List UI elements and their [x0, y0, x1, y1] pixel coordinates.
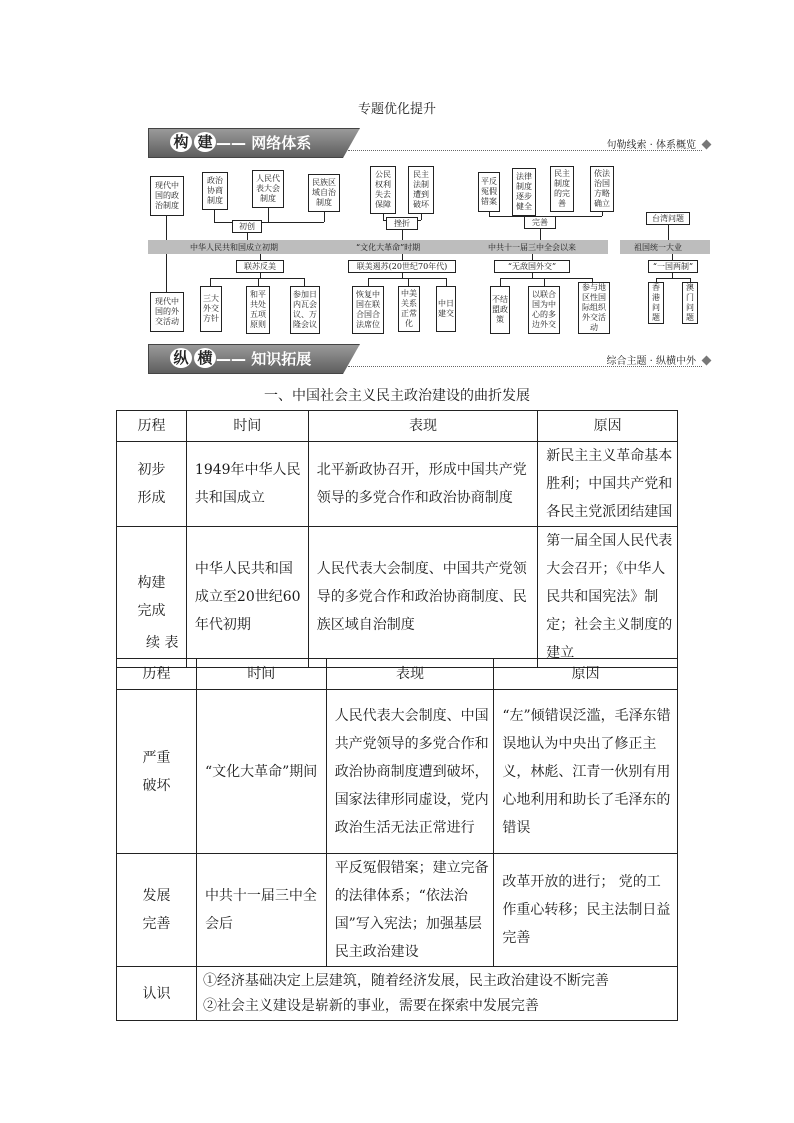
table-header-row — [117, 411, 678, 442]
continued-label: 续 表 — [146, 635, 179, 651]
insight-line: ①经济基础决定上层建筑，随着经济发展，民主政治建设不断完善 — [202, 972, 609, 989]
banner-hint: 句勒线索 · 体系概览 — [606, 140, 696, 151]
table-header: 时间 — [196, 659, 326, 690]
development-table — [116, 410, 678, 668]
table-cell: 发展完善 — [117, 854, 197, 967]
diagram-box: 现代中国的外交活动 — [150, 292, 184, 332]
diamond-icon — [702, 356, 712, 366]
banner-hint: 综合主题 · 纵横中外 — [606, 356, 696, 367]
timeline-label: 中共十一届三中全会以来 — [488, 243, 576, 252]
table-header-row — [117, 659, 678, 690]
section-banner-expand — [148, 344, 710, 374]
table-cell: 严重破坏 — [117, 690, 197, 854]
insight-line: ②社会主义建设是崭新的事业，需要在探索中发展完善 — [202, 997, 539, 1014]
banner-chip: 建 — [194, 132, 216, 152]
table-header: 历程 — [117, 659, 197, 690]
table-cell: “文化大革命”期间 — [196, 690, 326, 854]
development-table-continued — [116, 658, 678, 1021]
diagram-label: “无敌国外交” — [494, 260, 570, 273]
section-heading: 一、中国社会主义民主政治建设的曲折发展 — [264, 388, 530, 404]
diagram-label: 联苏反美 — [236, 260, 284, 273]
diagram-box: 中美关系正常化 — [398, 286, 420, 332]
diagram-box: 现代中国的政治制度 — [150, 176, 184, 216]
diagram-box: 三大外交方针 — [200, 286, 222, 332]
diagram-box: 澳门问题 — [682, 282, 698, 324]
table-cell: 人民代表大会制度、中国共产党领导的多党合作和政治协商制度、民族区域自治制度 — [308, 527, 538, 668]
banner-chip: 横 — [194, 348, 216, 368]
table-cell: 北平新政协召开，形成中国共产党领导的多党合作和政治协商制度 — [308, 442, 538, 527]
table-header: 原因 — [538, 411, 678, 442]
banner-chip: 纵 — [170, 348, 192, 368]
diagram-box: 政治协商制度 — [202, 172, 228, 210]
table-row — [117, 690, 678, 854]
diagram-box: 公民权利失去保障 — [370, 166, 396, 214]
table-cell: 改革开放的进行； 党的工作重心转移；民主法制日益完善 — [494, 854, 678, 967]
diagram-box: 人民代表大会制度 — [252, 170, 284, 208]
diagram-box: 民主制度的完善 — [550, 166, 574, 212]
table-cell: 认识 — [117, 967, 197, 1021]
diagram-box: 恢复中国在联合国合法席位 — [352, 286, 384, 334]
banner-title: —— 网络体系 — [216, 134, 312, 152]
timeline-label: 祖国统一大业 — [634, 243, 682, 252]
table-cell: 平反冤假错案；建立完备的法律体系；“依法治国”写入宪法；加强基层民主政治建设 — [326, 854, 494, 967]
diagram-box: 中日建交 — [436, 286, 456, 332]
diagram-box: 香港问题 — [648, 282, 664, 324]
diagram-label: 挫折 — [386, 217, 418, 230]
table-row — [117, 527, 678, 668]
timeline-label: 中华人民共和国成立初期 — [190, 243, 278, 252]
banner-title: —— 知识拓展 — [216, 350, 312, 368]
diagram-box: 民族区域自治制度 — [308, 174, 340, 212]
table-cell: 新民主主义革命基本胜利；中国共产党和各民主党派团结建国 — [538, 442, 678, 527]
table-cell: 第一届全国人民代表大会召开；《中华人民共和国宪法》制定；社会主义制度的建立 — [538, 527, 678, 668]
timeline-label: “文化大革命”时期 — [356, 243, 421, 252]
diagram-label: “一国两制” — [648, 260, 698, 273]
diagram-label: 完善 — [524, 216, 556, 229]
diagram-label: 初创 — [232, 220, 262, 233]
table-cell: 构建完成 — [117, 527, 187, 668]
diagram-box: 以联合国为中心的多边外交 — [528, 286, 560, 334]
page-title: 专题优化提升 — [357, 102, 436, 117]
section-banner-build — [148, 128, 710, 158]
diagram-box: 和平共处五项原则 — [246, 286, 270, 334]
table-header: 表现 — [326, 659, 494, 690]
table-row — [117, 854, 678, 967]
table-header: 历程 — [117, 411, 187, 442]
table-cell: 中共十一届三中全会后 — [196, 854, 326, 967]
insight-cell — [196, 967, 677, 1021]
table-cell: 中华人民共和国成立至20世纪60年代初期 — [186, 527, 308, 668]
diamond-icon — [702, 140, 712, 150]
diagram-box: 平反冤假错案 — [478, 172, 500, 212]
diagram-box: 法律制度逐步健全 — [512, 168, 536, 216]
diagram-box: 参与地区性国际组织外交活动 — [578, 282, 610, 334]
banner-chip: 构 — [170, 132, 192, 152]
diagram-box: 依法治国方略确立 — [590, 166, 614, 212]
table-header: 时间 — [186, 411, 308, 442]
table-row — [117, 967, 678, 1021]
diagram-box: 不结盟政策 — [490, 286, 510, 334]
table-cell: 初步形成 — [117, 442, 187, 527]
diagram-label: 联美遏苏(20世纪70年代) — [348, 260, 456, 273]
table-header: 原因 — [494, 659, 678, 690]
table-row — [117, 442, 678, 527]
table-cell: 1949年中华人民共和国成立 — [186, 442, 308, 527]
knowledge-network-diagram — [148, 162, 710, 342]
table-cell: “左”倾错误泛滥，毛泽东错误地认为中央出了修正主义，林彪、江青一伙别有用心地利用和助长了毛泽东的错误 — [494, 690, 678, 854]
diagram-label: 台湾问题 — [646, 212, 690, 225]
diagram-box: 参加日内瓦会议、万隆会议 — [290, 286, 320, 334]
diagram-box: 民主法制遭到破坏 — [408, 166, 434, 214]
table-header: 表现 — [308, 411, 538, 442]
table-cell: 人民代表大会制度、中国共产党领导的多党合作和政治协商制度遭到破坏，国家法律形同虚设，党内政治生活无法正常进行 — [326, 690, 494, 854]
